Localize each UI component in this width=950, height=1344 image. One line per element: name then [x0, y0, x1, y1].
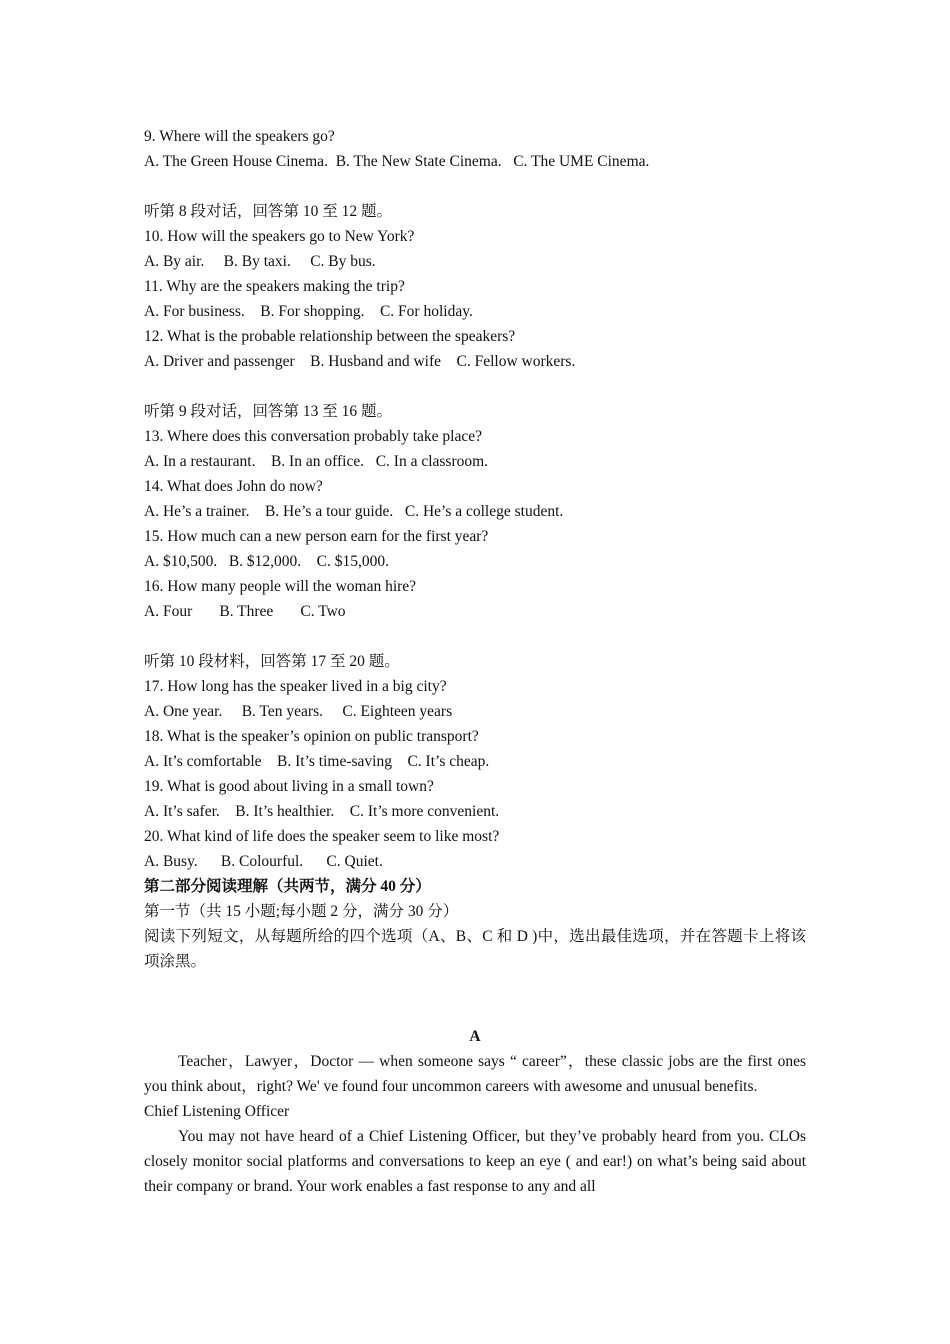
- question-18-options: A. It’s comfortable B. It’s time-saving C. It’s cheap.: [144, 753, 490, 770]
- question-17: 17. How long has the speaker lived in a big city?: [144, 678, 447, 695]
- question-11: 11. Why are the speakers making the trip?: [144, 278, 405, 295]
- question-17-options: A. One year. B. Ten years. C. Eighteen years: [144, 703, 453, 720]
- section-8-header: 听第 8 段对话，回答第 10 至 12 题。: [144, 203, 393, 220]
- question-13: 13. Where does this conversation probably take place?: [144, 428, 483, 445]
- part-2-instruction: 阅读下列短文，从每题所给的四个选项（A、B、C 和 D )中，选出最佳选项，并在答题卡上将该项涂黑。: [144, 928, 806, 970]
- question-12: 12. What is the probable relationship between the speakers?: [144, 328, 516, 345]
- question-10: 10. How will the speakers go to New York?: [144, 228, 415, 245]
- question-11-options: A. For business. B. For shopping. C. For holiday.: [144, 303, 473, 320]
- question-19-options: A. It’s safer. B. It’s healthier. C. It’s more convenient.: [144, 803, 500, 820]
- passage-paragraph: You may not have heard of a Chief Listening Officer, but they’ve probably heard from you. CLOs closely monitor social platforms and conversations to keep an eye ( and ear!) on what’s being said about their company or brand. Your work enables a fast response to any and all: [144, 1128, 806, 1195]
- question-15-options: A. $10,500. B. $12,000. C. $15,000.: [144, 553, 389, 570]
- question-9-options: A. The Green House Cinema. B. The New State Cinema. C. The UME Cinema.: [144, 153, 650, 170]
- question-10-options: A. By air. B. By taxi. C. By bus.: [144, 253, 376, 270]
- question-18: 18. What is the speaker’s opinion on public transport?: [144, 728, 479, 745]
- question-20-options: A. Busy. B. Colourful. C. Quiet.: [144, 853, 383, 870]
- question-9: 9. Where will the speakers go?: [144, 128, 335, 145]
- question-20: 20. What kind of life does the speaker seem to like most?: [144, 828, 500, 845]
- exam-page: [144, 124, 806, 1199]
- question-16-options: A. Four B. Three C. Two: [144, 603, 346, 620]
- passage-heading: A: [469, 1028, 481, 1045]
- question-14: 14. What does John do now?: [144, 478, 323, 495]
- question-12-options: A. Driver and passenger B. Husband and wife C. Fellow workers.: [144, 353, 576, 370]
- passage-intro: Teacher，Lawyer，Doctor — when someone says “ career”，these classic jobs are the first ones you think about，right? We' ve found four uncommon careers with awesome and unusual benefits.: [144, 1053, 806, 1095]
- question-16: 16. How many people will the woman hire?: [144, 578, 417, 595]
- section-9-header: 听第 9 段对话，回答第 13 至 16 题。: [144, 403, 393, 420]
- question-13-options: A. In a restaurant. B. In an office. C. In a classroom.: [144, 453, 489, 470]
- section-10-header: 听第 10 段材料，回答第 17 至 20 题。: [144, 653, 400, 670]
- part-2-title: 第二部分阅读理解（共两节，满分 40 分）: [144, 878, 431, 895]
- part-2-subtitle: 第一节（共 15 小题;每小题 2 分，满分 30 分）: [144, 903, 459, 920]
- passage-subheading: Chief Listening Officer: [144, 1103, 290, 1120]
- question-19: 19. What is good about living in a small town?: [144, 778, 434, 795]
- question-14-options: A. He’s a trainer. B. He’s a tour guide. C. He’s a college student.: [144, 503, 564, 520]
- question-15: 15. How much can a new person earn for the first year?: [144, 528, 489, 545]
